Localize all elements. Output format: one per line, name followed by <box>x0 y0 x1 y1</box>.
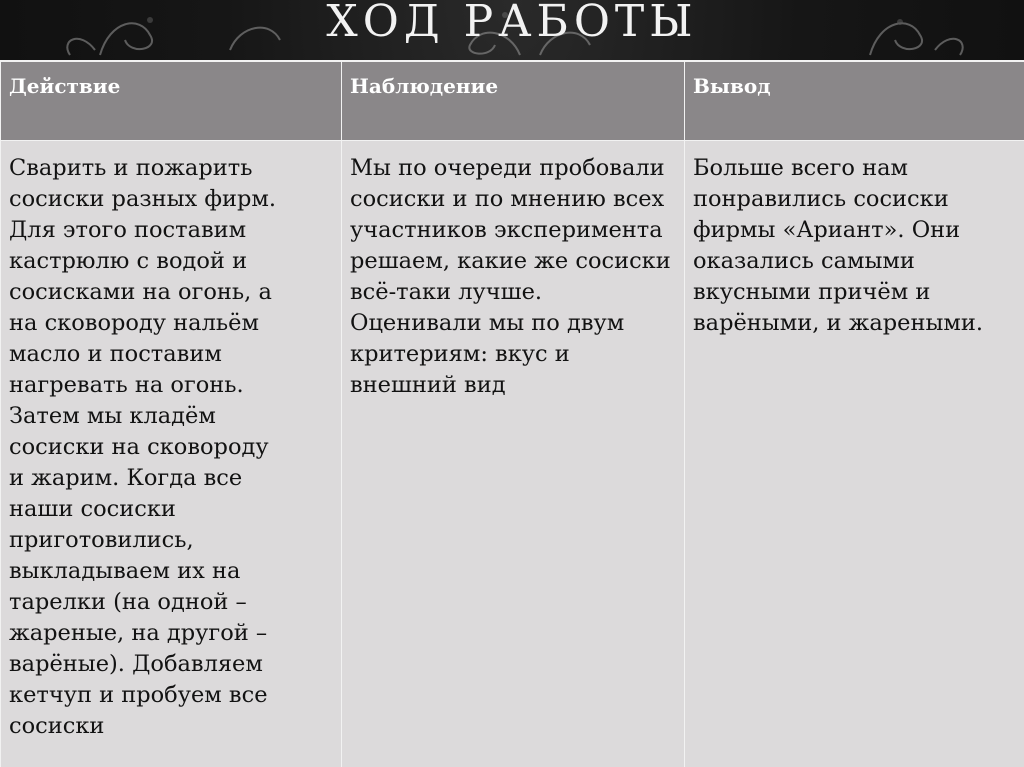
cell-observation <box>342 140 685 767</box>
slide-title: ХОД РАБОТЫ <box>326 0 698 47</box>
cell-action-text: Сварить и пожарить сосиски разных фирм. Для этого поставим кастрюлю с водой и сосисками на огонь, а на сковороду нальём масло и поставим нагревать на огонь. Затем мы кладём сосиски на сковороду и жарим. Когда все наши сосиски приготовились, выкладываем их на тарелки (на одной – жареные, на другой – варёные). Добавляем кетчуп и пробуем все сосиски <box>9 154 277 739</box>
experiment-table <box>0 60 1024 767</box>
header-action: Действие <box>1 61 342 140</box>
cell-conclusion-text: Больше всего нам понравились сосиски фирмы «Ариант». Они оказались самыми вкусными причём и варёными, и жареными. <box>693 154 984 336</box>
cell-observation-text: Мы по очереди пробовали сосиски и по мнению всех участников эксперимента решаем, какие же сосиски всё-таки лучше. Оценивали мы по двум критериям: вкус и внешний вид <box>350 154 671 398</box>
header-conclusion: Вывод <box>685 61 1024 140</box>
table-header-row <box>1 61 1024 140</box>
header-observation: Наблюдение <box>342 61 685 140</box>
cell-conclusion <box>685 140 1024 767</box>
cell-action <box>1 140 342 767</box>
table-row <box>1 140 1024 767</box>
